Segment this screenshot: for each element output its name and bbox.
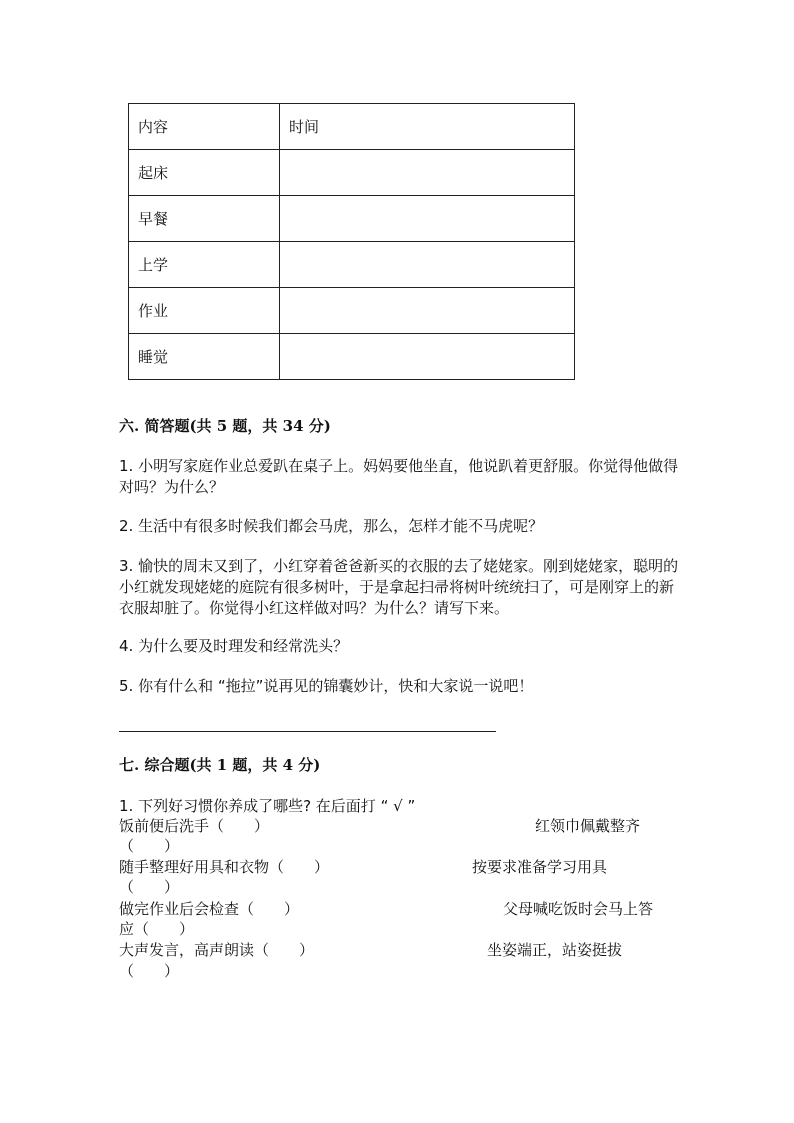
answer-line bbox=[119, 731, 496, 732]
row-time-cell[interactable] bbox=[280, 242, 575, 288]
row-time-cell[interactable] bbox=[280, 288, 575, 334]
row-label: 起床 bbox=[129, 150, 280, 196]
row-time-cell[interactable] bbox=[280, 196, 575, 242]
row-label: 作业 bbox=[129, 288, 280, 334]
row-label: 睡觉 bbox=[129, 334, 280, 380]
habit-right-4: 坐姿端正，站姿挺拔 bbox=[487, 941, 623, 959]
row-time-cell[interactable] bbox=[280, 150, 575, 196]
question-1: 1. 小明写家庭作业总爱趴在桌子上。妈妈要他坐直，他说趴着更舒服。你觉得他做得对吗？为什么？ bbox=[119, 457, 679, 496]
question-3: 3. 愉快的周末又到了，小红穿着爸爸新买的衣服的去了姥姥家。刚到姥姥家，聪明的小红就发现姥姥的庭院有很多树叶，于是拿起扫帚将树叶统统扫了，可是刚穿上的新衣服却脏了。你觉得小红这样做对吗？为什么？请写下来。 bbox=[119, 557, 679, 617]
habit-right-2: 按要求准备学习用具 bbox=[472, 858, 608, 876]
question-2: 2. 生活中有很多时候我们都会马虎，那么，怎样才能不马虎呢？ bbox=[119, 517, 544, 535]
habit-right-1-checkbox[interactable]: （ ） bbox=[119, 837, 180, 855]
habit-left-4: 大声发言，高声朗读（ ） bbox=[119, 941, 315, 959]
row-label: 早餐 bbox=[129, 196, 280, 242]
table-row bbox=[129, 288, 575, 334]
habit-intro: 1. 下列好习惯你养成了哪些? 在后面打 “ √ ” bbox=[119, 797, 416, 815]
header-time: 时间 bbox=[280, 104, 575, 150]
habit-right-1: 红领巾佩戴整齐 bbox=[535, 817, 641, 835]
habit-right-4-checkbox[interactable]: （ ） bbox=[119, 962, 180, 980]
question-4: 4. 为什么要及时理发和经常洗头？ bbox=[119, 637, 349, 655]
habit-left-1: 饭前便后洗手（ ） bbox=[119, 817, 270, 835]
schedule-table bbox=[128, 103, 575, 380]
table-row bbox=[129, 150, 575, 196]
header-content: 内容 bbox=[129, 104, 280, 150]
table-row bbox=[129, 242, 575, 288]
table-header-row bbox=[129, 104, 575, 150]
section7-title: 七. 综合题(共 1 题，共 4 分) bbox=[119, 756, 321, 774]
table-row bbox=[129, 196, 575, 242]
habit-right-3-checkbox[interactable]: 应（ ） bbox=[119, 920, 195, 938]
row-label: 上学 bbox=[129, 242, 280, 288]
habit-left-2: 随手整理好用具和衣物（ ） bbox=[119, 858, 330, 876]
habit-right-2-checkbox[interactable]: （ ） bbox=[119, 878, 180, 896]
habit-right-3: 父母喊吃饭时会马上答 bbox=[503, 900, 654, 918]
section6-title: 六. 简答题(共 5 题，共 34 分) bbox=[119, 417, 331, 435]
row-time-cell[interactable] bbox=[280, 334, 575, 380]
question-5: 5. 你有什么和 “拖拉”说再见的锦囊妙计，快和大家说一说吧！ bbox=[119, 677, 534, 695]
table-row bbox=[129, 334, 575, 380]
habit-left-3: 做完作业后会检查（ ） bbox=[119, 900, 300, 918]
